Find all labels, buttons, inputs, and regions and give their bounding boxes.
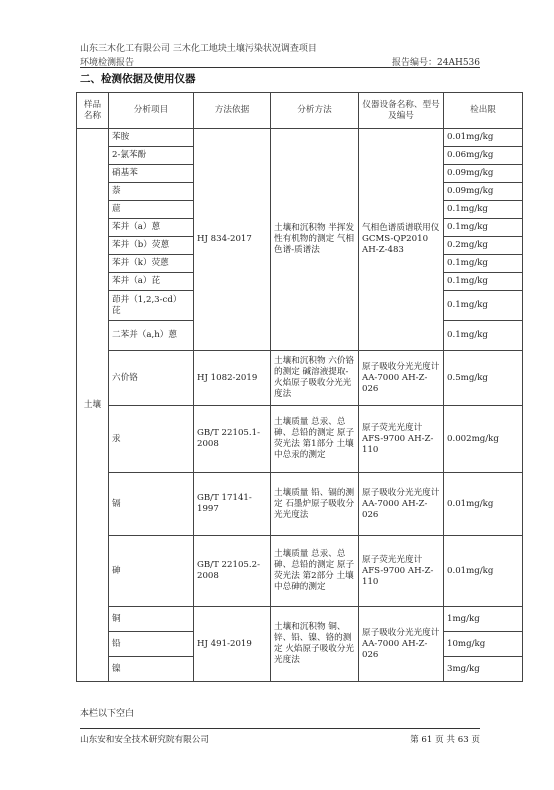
method-basis-cell: GB/T 22105.2-2008	[194, 536, 271, 607]
limit-cell: 0.01mg/kg	[444, 473, 523, 536]
item-name: 镉	[109, 473, 194, 536]
method-cell: 土壤质量 铅、镉的测定 石墨炉原子吸收分光光度法	[271, 473, 359, 536]
footer	[80, 733, 480, 745]
method-cell: 土壤和沉积物 铜、锌、铅、镍、铬的测定 火焰原子吸收分光光度法	[271, 607, 359, 682]
item-name: 䓛	[109, 201, 194, 219]
header-company-project: 山东三木化工有限公司 三木化工地块土壤污染状况调查项目	[80, 44, 317, 54]
item-name: 苯并（a）芘	[109, 273, 194, 291]
col-analysis-item: 分析项目	[109, 93, 194, 129]
item-name: 2-氯苯酚	[109, 147, 194, 165]
limit-cell: 0.09mg/kg	[444, 165, 523, 183]
sample-name-cell: 土壤	[77, 129, 109, 682]
table-row	[77, 536, 523, 607]
limit-cell: 0.01mg/kg	[444, 536, 523, 607]
limit-cell: 3mg/kg	[444, 657, 523, 682]
limit-cell: 0.1mg/kg	[444, 291, 523, 321]
limit-cell: 0.1mg/kg	[444, 219, 523, 237]
item-name: 萘	[109, 183, 194, 201]
limit-cell: 0.002mg/kg	[444, 406, 523, 473]
table-row	[77, 607, 523, 632]
instrument-cell: 气相色谱质谱联用仪 GCMS-QP2010 AH-Z-483	[359, 129, 444, 351]
section-title: 二、检测依据及使用仪器	[80, 73, 196, 85]
col-instrument: 仪器设备名称、型号及编号	[359, 93, 444, 129]
col-method-basis: 方法依据	[194, 93, 271, 129]
limit-cell: 0.1mg/kg	[444, 255, 523, 273]
table-row	[77, 473, 523, 536]
item-name: 苯并（a）蒽	[109, 219, 194, 237]
method-cell: 土壤质量 总汞、总砷、总铅的测定 原子荧光法 第1部分 土壤中总汞的测定	[271, 406, 359, 473]
instrument-cell: 原子吸收分光光度计 AA-7000 AH-Z-026	[359, 351, 444, 406]
method-cell: 土壤和沉积物 六价铬的测定 碱溶液提取-火焰原子吸收分光光度法	[271, 351, 359, 406]
table-row	[77, 129, 523, 147]
method-basis-cell: GB/T 17141-1997	[194, 473, 271, 536]
method-basis-cell: HJ 1082-2019	[194, 351, 271, 406]
instrument-cell: 原子吸收分光光度计 AA-7000 AH-Z-026	[359, 607, 444, 682]
footer-divider	[80, 728, 480, 729]
limit-cell: 10mg/kg	[444, 632, 523, 657]
instrument-cell: 原子吸收分光光度计 AA-7000 AH-Z-026	[359, 473, 444, 536]
limit-cell: 0.1mg/kg	[444, 273, 523, 291]
footer-page-number: 第 61 页 共 63 页	[410, 735, 480, 745]
method-basis-cell: HJ 834-2017	[194, 129, 271, 351]
item-name: 茚并（1,2,3-cd）芘	[109, 291, 194, 321]
limit-cell: 0.09mg/kg	[444, 183, 523, 201]
item-name: 苯并（b）荧蒽	[109, 237, 194, 255]
method-basis-cell: GB/T 22105.1-2008	[194, 406, 271, 473]
item-name: 苯并（k）荧蒽	[109, 255, 194, 273]
table-row	[77, 406, 523, 473]
limit-cell: 0.5mg/kg	[444, 351, 523, 406]
limit-cell: 0.06mg/kg	[444, 147, 523, 165]
item-name: 铅	[109, 632, 194, 657]
item-name: 汞	[109, 406, 194, 473]
col-sample-name: 样品名称	[77, 93, 109, 129]
header-report-number: 报告编号：24AH536	[392, 58, 480, 68]
method-cell: 土壤质量 总汞、总砷、总铅的测定 原子荧光法 第2部分 土壤中总砷的测定	[271, 536, 359, 607]
limit-cell: 0.01mg/kg	[444, 129, 523, 147]
header-report-title: 环境检测报告	[80, 58, 135, 68]
item-name: 二苯并（a,h）蒽	[109, 321, 194, 351]
limit-cell: 1mg/kg	[444, 607, 523, 632]
blank-below-note: 本栏以下空白	[80, 709, 135, 719]
col-analysis-method: 分析方法	[271, 93, 359, 129]
item-name: 硝基苯	[109, 165, 194, 183]
limit-cell: 0.2mg/kg	[444, 237, 523, 255]
method-instrument-table	[76, 92, 523, 682]
footer-organization: 山东安和安全技术研究院有限公司	[80, 735, 209, 745]
col-detection-limit: 检出限	[444, 93, 523, 129]
method-cell: 土壤和沉积物 半挥发性有机物的测定 气相色谱-质谱法	[271, 129, 359, 351]
item-name: 铜	[109, 607, 194, 632]
table-row	[77, 351, 523, 406]
limit-cell: 0.1mg/kg	[444, 321, 523, 351]
instrument-cell: 原子荧光光度计 AFS-9700 AH-Z-110	[359, 406, 444, 473]
method-basis-cell: HJ 491-2019	[194, 607, 271, 682]
instrument-cell: 原子荧光光度计 AFS-9700 AH-Z-110	[359, 536, 444, 607]
limit-cell: 0.1mg/kg	[444, 201, 523, 219]
item-name: 砷	[109, 536, 194, 607]
item-name: 镍	[109, 657, 194, 682]
table-header-row	[77, 93, 523, 129]
item-name: 六价铬	[109, 351, 194, 406]
item-name: 苯胺	[109, 129, 194, 147]
header-divider	[80, 67, 480, 68]
